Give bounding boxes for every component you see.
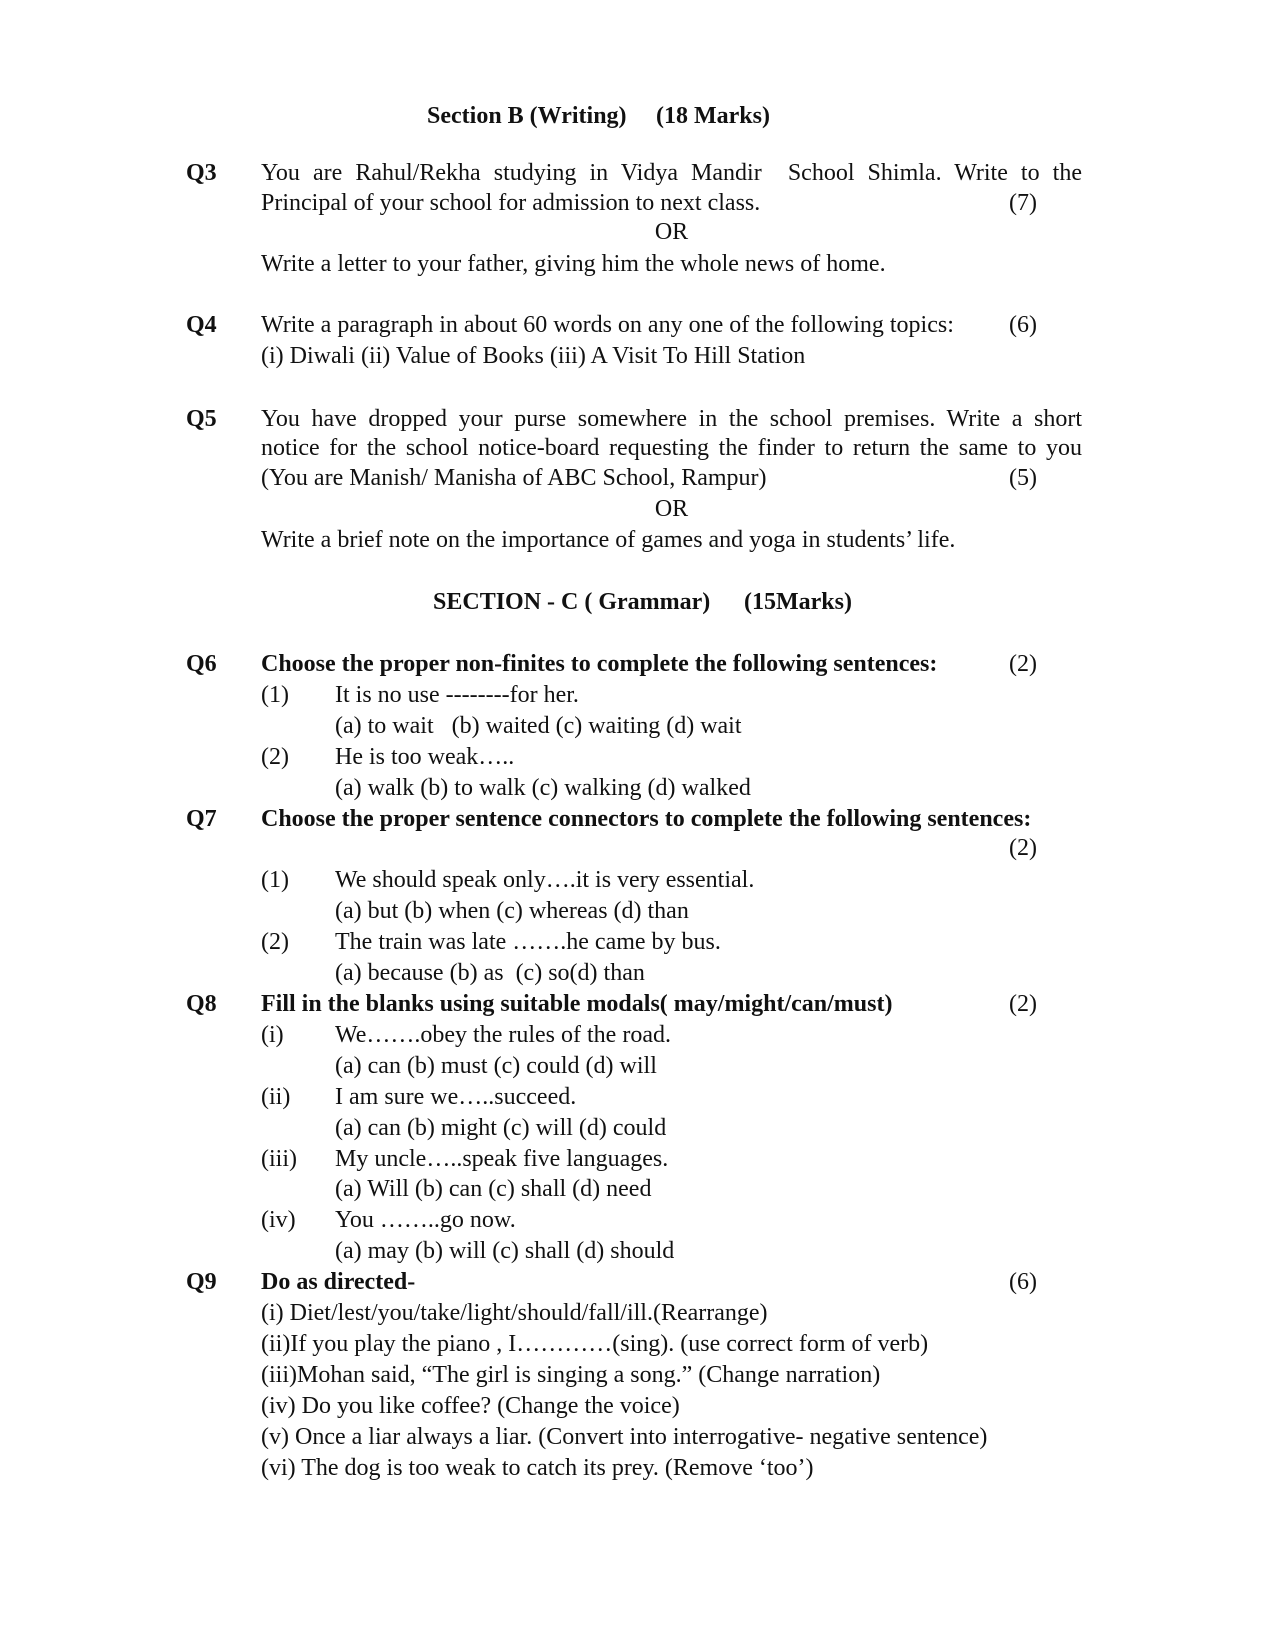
q8-item-number: (ii) bbox=[261, 1084, 291, 1110]
q4-line-1: Write a paragraph in about 60 words on any one of the following topics: bbox=[261, 312, 954, 338]
q7-item-options: (a) because (b) as (c) so(d) than bbox=[335, 960, 645, 986]
q8-item-sentence: We…….obey the rules of the road. bbox=[335, 1022, 671, 1048]
section-b-title: Section B (Writing) bbox=[427, 103, 627, 129]
q7-marks: (2) bbox=[1009, 835, 1037, 861]
q6-item-sentence: It is no use --------for her. bbox=[335, 682, 579, 708]
q9-item: (ii)If you play the piano , I…………(sing). (use correct form of verb) bbox=[261, 1331, 929, 1357]
q8-item-options: (a) Will (b) can (c) shall (d) need bbox=[335, 1176, 652, 1202]
q6-item-number: (1) bbox=[261, 682, 289, 708]
q3-number: Q3 bbox=[186, 160, 217, 186]
q5-line-1: You have dropped your purse somewhere in the school premises. Write a short bbox=[261, 406, 1082, 432]
q6-item-number: (2) bbox=[261, 744, 289, 770]
q7-item-number: (2) bbox=[261, 929, 289, 955]
q8-item-options: (a) may (b) will (c) shall (d) should bbox=[335, 1238, 675, 1264]
q8-number: Q8 bbox=[186, 991, 217, 1017]
q4-topics: (i) Diwali (ii) Value of Books (iii) A Visit To Hill Station bbox=[261, 343, 806, 369]
q5-number: Q5 bbox=[186, 406, 217, 432]
q5-alternative: Write a brief note on the importance of games and yoga in students’ life. bbox=[261, 527, 956, 553]
section-c-marks: (15Marks) bbox=[744, 589, 852, 615]
q6-marks: (2) bbox=[1009, 651, 1037, 677]
q9-item: (iv) Do you like coffee? (Change the voice) bbox=[261, 1393, 680, 1419]
q6-prompt: Choose the proper non-finites to complete the following sentences: bbox=[261, 651, 938, 677]
q5-line-2: notice for the school notice-board requesting the finder to return the same to you bbox=[261, 435, 1082, 461]
q8-item-sentence: I am sure we…..succeed. bbox=[335, 1084, 577, 1110]
q3-alternative: Write a letter to your father, giving him the whole news of home. bbox=[261, 251, 886, 277]
q7-item-sentence: We should speak only….it is very essential. bbox=[335, 867, 755, 893]
q8-item-options: (a) can (b) might (c) will (d) could bbox=[335, 1115, 667, 1141]
q6-item-sentence: He is too weak….. bbox=[335, 744, 515, 770]
q8-item-number: (i) bbox=[261, 1022, 284, 1048]
q8-item-number: (iii) bbox=[261, 1146, 297, 1172]
q5-line-3: (You are Manish/ Manisha of ABC School, Rampur) bbox=[261, 465, 767, 491]
q3-line-2: Principal of your school for admission to next class. bbox=[261, 190, 761, 216]
q3-marks: (7) bbox=[1009, 190, 1037, 216]
section-b-marks: (18 Marks) bbox=[656, 103, 770, 129]
q9-item: (vi) The dog is too weak to catch its prey. (Remove ‘too’) bbox=[261, 1455, 814, 1481]
q7-item-options: (a) but (b) when (c) whereas (d) than bbox=[335, 898, 689, 924]
q9-marks: (6) bbox=[1009, 1269, 1037, 1295]
q8-item-sentence: My uncle…..speak five languages. bbox=[335, 1146, 669, 1172]
q7-number: Q7 bbox=[186, 806, 217, 832]
q9-prompt: Do as directed- bbox=[261, 1269, 416, 1295]
q7-prompt: Choose the proper sentence connectors to complete the following sentences: bbox=[261, 806, 1032, 832]
q8-marks: (2) bbox=[1009, 991, 1037, 1017]
q5-marks: (5) bbox=[1009, 465, 1037, 491]
q8-item-options: (a) can (b) must (c) could (d) will bbox=[335, 1053, 657, 1079]
q3-or: OR bbox=[654, 219, 689, 245]
q7-item-number: (1) bbox=[261, 867, 289, 893]
q3-line-1: You are Rahul/Rekha studying in Vidya Mandir School Shimla. Write to the bbox=[261, 160, 1082, 186]
q9-item: (iii)Mohan said, “The girl is singing a song.” (Change narration) bbox=[261, 1362, 881, 1388]
q6-item-options: (a) walk (b) to walk (c) walking (d) walked bbox=[335, 775, 751, 801]
q7-item-sentence: The train was late …….he came by bus. bbox=[335, 929, 721, 955]
section-c-title: SECTION - C ( Grammar) bbox=[433, 589, 711, 615]
q9-item: (v) Once a liar always a liar. (Convert into interrogative- negative sentence) bbox=[261, 1424, 988, 1450]
q6-item-options: (a) to wait (b) waited (c) waiting (d) wait bbox=[335, 713, 742, 739]
q8-prompt: Fill in the blanks using suitable modals( may/might/can/must) bbox=[261, 991, 893, 1017]
q6-number: Q6 bbox=[186, 651, 217, 677]
q4-number: Q4 bbox=[186, 312, 217, 338]
q9-item: (i) Diet/lest/you/take/light/should/fall/ill.(Rearrange) bbox=[261, 1300, 768, 1326]
q5-or: OR bbox=[654, 496, 689, 522]
q9-number: Q9 bbox=[186, 1269, 217, 1295]
q8-item-sentence: You ……..go now. bbox=[335, 1207, 516, 1233]
q4-marks: (6) bbox=[1009, 312, 1037, 338]
q8-item-number: (iv) bbox=[261, 1207, 296, 1233]
